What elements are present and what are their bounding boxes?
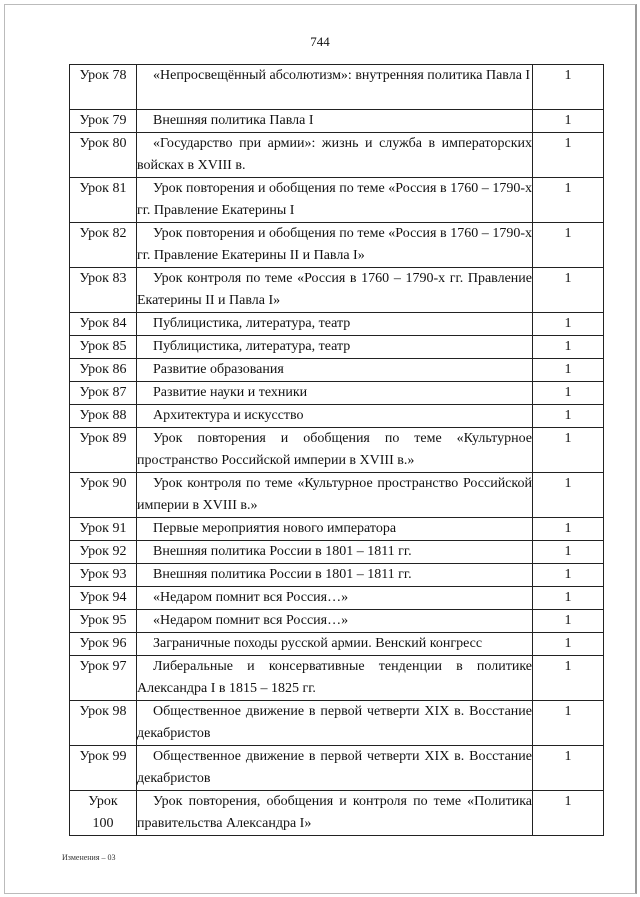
lesson-number-cell: Урок 97 xyxy=(70,656,137,701)
lesson-hours-cell: 1 xyxy=(533,313,604,336)
lesson-number-cell: Урок 90 xyxy=(70,473,137,518)
lesson-hours-cell: 1 xyxy=(533,428,604,473)
lesson-topic-cell xyxy=(137,268,533,313)
lesson-topic-text: Урок контроля по теме «Россия в 1760 – 1790-х гг. Правление Екатерины II и Павла I» xyxy=(137,271,532,308)
lesson-number-cell: Урок 79 xyxy=(70,110,137,133)
lesson-row xyxy=(70,268,604,313)
lesson-topic-cell xyxy=(137,405,533,428)
lesson-row xyxy=(70,746,604,791)
lesson-row xyxy=(70,633,604,656)
lesson-topic-cell xyxy=(137,178,533,223)
lesson-hours-cell: 1 xyxy=(533,656,604,701)
lesson-hours-cell: 1 xyxy=(533,359,604,382)
lesson-number-cell: Урок 95 xyxy=(70,610,137,633)
lesson-row xyxy=(70,564,604,587)
lesson-number-cell: Урок 94 xyxy=(70,587,137,610)
lesson-row xyxy=(70,223,604,268)
lesson-hours-cell: 1 xyxy=(533,746,604,791)
lesson-topic-text: Либеральные и консервативные тенденции в политике Александра I в 1815 – 1825 гг. xyxy=(137,659,532,696)
lesson-topic-cell xyxy=(137,701,533,746)
lesson-hours-cell: 1 xyxy=(533,564,604,587)
lesson-row xyxy=(70,382,604,405)
lesson-number-cell: Урок 83 xyxy=(70,268,137,313)
lesson-topic-cell xyxy=(137,633,533,656)
lessons-table xyxy=(69,64,604,836)
lesson-number-cell: Урок 84 xyxy=(70,313,137,336)
lesson-row xyxy=(70,405,604,428)
lesson-number-cell: Урок 80 xyxy=(70,133,137,178)
lesson-topic-cell xyxy=(137,65,533,110)
lesson-topic-cell xyxy=(137,473,533,518)
lesson-number-cell: Урок 100 xyxy=(70,791,137,836)
lesson-topic-cell xyxy=(137,336,533,359)
lesson-row xyxy=(70,313,604,336)
lesson-hours-cell: 1 xyxy=(533,610,604,633)
lesson-hours-cell: 1 xyxy=(533,178,604,223)
lesson-row xyxy=(70,518,604,541)
lesson-hours-cell: 1 xyxy=(533,587,604,610)
lesson-row xyxy=(70,336,604,359)
lesson-topic-text: Общественное движение в первой четверти XIX в. Восстание декабристов xyxy=(137,704,532,741)
lesson-topic-text: Публицистика, литература, театр xyxy=(153,339,351,354)
lesson-number-cell: Урок 91 xyxy=(70,518,137,541)
lesson-topic-cell xyxy=(137,133,533,178)
lesson-topic-text: «Недаром помнит вся Россия…» xyxy=(153,590,349,605)
lesson-topic-text: Урок повторения и обобщения по теме «Россия в 1760 – 1790-х гг. Правление Екатерины I xyxy=(137,181,532,218)
lesson-row xyxy=(70,656,604,701)
lesson-row xyxy=(70,791,604,836)
lesson-row xyxy=(70,541,604,564)
lesson-hours-cell: 1 xyxy=(533,336,604,359)
lesson-topic-cell xyxy=(137,428,533,473)
lesson-hours-cell: 1 xyxy=(533,268,604,313)
lesson-row xyxy=(70,359,604,382)
lesson-hours-cell: 1 xyxy=(533,223,604,268)
lesson-row xyxy=(70,610,604,633)
lesson-hours-cell: 1 xyxy=(533,133,604,178)
lesson-topic-text: Архитектура и искусство xyxy=(153,408,304,423)
lesson-row xyxy=(70,428,604,473)
lesson-topic-text: «Непросвещённый абсолютизм»: внутренняя политика Павла I xyxy=(153,68,531,83)
footer-revision-note: Изменения – 03 xyxy=(62,853,116,862)
lesson-topic-cell xyxy=(137,110,533,133)
lesson-row xyxy=(70,473,604,518)
lesson-topic-text: Первые мероприятия нового императора xyxy=(153,521,397,536)
lesson-hours-cell: 1 xyxy=(533,473,604,518)
lesson-number-cell: Урок 92 xyxy=(70,541,137,564)
page-number: 744 xyxy=(310,34,330,49)
lesson-topic-cell xyxy=(137,223,533,268)
lesson-topic-text: Общественное движение в первой четверти XIX в. Восстание декабристов xyxy=(137,749,532,786)
lesson-topic-cell xyxy=(137,610,533,633)
lesson-number-cell: Урок 87 xyxy=(70,382,137,405)
lesson-number-cell: Урок 88 xyxy=(70,405,137,428)
lesson-topic-cell xyxy=(137,791,533,836)
lesson-row xyxy=(70,701,604,746)
lesson-row xyxy=(70,133,604,178)
lesson-topic-text: Урок контроля по теме «Культурное пространство Российской империи в XVIII в.» xyxy=(137,476,532,513)
lesson-row xyxy=(70,587,604,610)
lesson-topic-text: «Недаром помнит вся Россия…» xyxy=(153,613,349,628)
lesson-topic-cell xyxy=(137,313,533,336)
lesson-topic-cell xyxy=(137,587,533,610)
lesson-number-cell: Урок 89 xyxy=(70,428,137,473)
lesson-topic-text: Развитие науки и техники xyxy=(153,385,308,400)
lesson-hours-cell: 1 xyxy=(533,110,604,133)
lesson-number-cell: Урок 98 xyxy=(70,701,137,746)
lesson-topic-cell xyxy=(137,746,533,791)
lesson-hours-cell: 1 xyxy=(533,518,604,541)
lesson-topic-text: Урок повторения, обобщения и контроля по теме «Политика правительства Александра I» xyxy=(137,794,532,831)
lesson-number-cell: Урок 96 xyxy=(70,633,137,656)
lesson-number-cell: Урок 93 xyxy=(70,564,137,587)
lessons-table-body xyxy=(70,65,604,836)
lesson-topic-text: Внешняя политика России в 1801 – 1811 гг. xyxy=(153,544,412,559)
lesson-number-cell: Урок 82 xyxy=(70,223,137,268)
lesson-topic-text: Внешняя политика России в 1801 – 1811 гг. xyxy=(153,567,412,582)
lesson-hours-cell: 1 xyxy=(533,382,604,405)
lesson-topic-cell xyxy=(137,382,533,405)
lesson-row xyxy=(70,65,604,110)
lesson-row xyxy=(70,178,604,223)
lesson-hours-cell: 1 xyxy=(533,65,604,110)
lesson-topic-text: Урок повторения и обобщения по теме «Россия в 1760 – 1790-х гг. Правление Екатерины II и Павла I» xyxy=(137,226,532,263)
lesson-topic-cell xyxy=(137,541,533,564)
lesson-number-cell: Урок 99 xyxy=(70,746,137,791)
lesson-topic-cell xyxy=(137,564,533,587)
lesson-row xyxy=(70,110,604,133)
lesson-topic-text: Урок повторения и обобщения по теме «Культурное пространство Российской империи в XVIII в.» xyxy=(137,431,532,468)
lesson-topic-text: «Государство при армии»: жизнь и служба в императорских войсках в XVIII в. xyxy=(137,136,532,173)
lesson-number-cell: Урок 81 xyxy=(70,178,137,223)
lesson-number-cell: Урок 78 xyxy=(70,65,137,110)
lesson-hours-cell: 1 xyxy=(533,701,604,746)
lesson-topic-text: Заграничные походы русской армии. Венский конгресс xyxy=(153,636,483,651)
lesson-topic-cell xyxy=(137,656,533,701)
lesson-topic-cell xyxy=(137,359,533,382)
lesson-topic-text: Внешняя политика Павла I xyxy=(153,113,314,128)
lesson-number-cell: Урок 86 xyxy=(70,359,137,382)
lesson-hours-cell: 1 xyxy=(533,405,604,428)
lesson-topic-cell xyxy=(137,518,533,541)
lesson-hours-cell: 1 xyxy=(533,541,604,564)
lesson-number-cell: Урок 85 xyxy=(70,336,137,359)
lesson-hours-cell: 1 xyxy=(533,633,604,656)
lesson-hours-cell: 1 xyxy=(533,791,604,836)
lesson-topic-text: Развитие образования xyxy=(153,362,284,377)
lesson-topic-text: Публицистика, литература, театр xyxy=(153,316,351,331)
